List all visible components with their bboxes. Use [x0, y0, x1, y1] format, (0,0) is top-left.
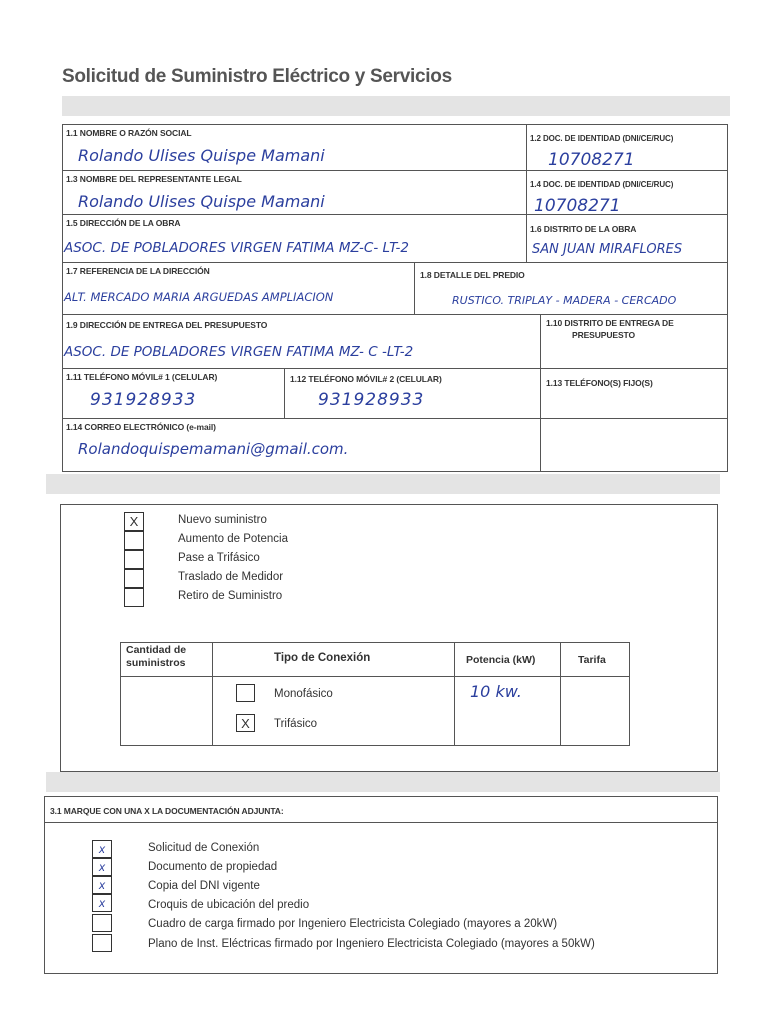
table-column-divider — [212, 642, 213, 746]
row-divider — [62, 262, 728, 263]
checkbox-monofasico[interactable] — [236, 684, 255, 702]
column-divider — [526, 124, 527, 262]
checkbox-documento-propiedad[interactable]: x — [92, 858, 112, 876]
document-label: Solicitud de Conexión — [148, 842, 260, 854]
table-header-potencia: Potencia (kW) — [466, 654, 536, 666]
page-title: Solicitud de Suministro Eléctrico y Servicios — [62, 66, 452, 87]
option-label: Retiro de Suministro — [178, 590, 283, 602]
checkbox-solicitud-conexion[interactable]: x — [92, 840, 112, 858]
field-1-10-label-line2: PRESUPUESTO — [572, 330, 635, 340]
field-1-14-label: 1.14 CORREO ELECTRÓNICO (e-mail) — [66, 422, 216, 432]
field-1-5-value[interactable]: ASOC. DE POBLADORES VIRGEN FATIMA MZ-C- LT-2 — [64, 240, 409, 256]
column-divider — [540, 314, 541, 472]
document-label: Croquis de ubicación del predio — [148, 899, 310, 911]
column-divider — [284, 368, 285, 418]
potencia-value[interactable]: 10 kw. — [470, 682, 522, 701]
option-label: Traslado de Medidor — [178, 571, 284, 583]
field-1-3-value[interactable]: Rolando Ulises Quispe Mamani — [78, 192, 325, 211]
document-label: Plano de Inst. Eléctricas firmado por Ingeniero Electricista Colegiado (mayores a 50kW) — [148, 938, 595, 950]
row-divider — [62, 170, 728, 171]
field-1-9-label: 1.9 DIRECCIÓN DE ENTREGA DEL PRESUPUESTO — [66, 320, 268, 330]
checkbox-traslado-medidor[interactable] — [124, 569, 144, 588]
field-1-12-label: 1.12 TELÉFONO MÓVIL# 2 (CELULAR) — [290, 374, 442, 384]
section-3-header-band — [46, 772, 720, 792]
document-label: Copia del DNI vigente — [148, 880, 260, 892]
column-divider — [414, 262, 415, 314]
checkbox-retiro-suministro[interactable] — [124, 588, 144, 607]
field-1-2-label: 1.2 DOC. DE IDENTIDAD (DNI/CE/RUC) — [530, 134, 674, 143]
field-1-12-value[interactable]: 931928933 — [318, 390, 425, 410]
field-1-1-value[interactable]: Rolando Ulises Quispe Mamani — [78, 146, 325, 165]
section-3-header: 3.1 MARQUE CON UNA X LA DOCUMENTACIÓN ADJUNTA: — [50, 806, 284, 816]
field-1-1-label: 1.1 NOMBRE O RAZÓN SOCIAL — [66, 128, 192, 138]
field-1-10-value[interactable] — [542, 344, 726, 366]
cantidad-cell[interactable] — [122, 678, 210, 744]
section-2-header-band — [46, 474, 720, 494]
checkbox-copia-dni[interactable]: x — [92, 876, 112, 894]
option-label: Nuevo suministro — [178, 514, 267, 526]
row-divider — [62, 214, 728, 215]
checkbox-croquis-ubicacion[interactable]: x — [92, 894, 112, 912]
checkbox-pase-trifasico[interactable] — [124, 550, 144, 569]
row-divider — [62, 418, 728, 419]
field-1-5-label: 1.5 DIRECCIÓN DE LA OBRA — [66, 218, 181, 228]
field-1-6-value[interactable]: SAN JUAN MIRAFLORES — [532, 242, 683, 257]
field-1-9-value[interactable]: ASOC. DE POBLADORES VIRGEN FATIMA MZ- C -LT-2 — [64, 344, 414, 360]
field-1-3-label: 1.3 NOMBRE DEL REPRESENTANTE LEGAL — [66, 174, 242, 184]
row-divider — [62, 314, 728, 315]
field-1-13-value[interactable] — [542, 392, 726, 416]
document-label: Cuadro de carga firmado por Ingeniero Electricista Colegiado (mayores a 20kW) — [148, 918, 558, 930]
field-1-7-label: 1.7 REFERENCIA DE LA DIRECCIÓN — [66, 266, 210, 276]
document-label: Documento de propiedad — [148, 861, 278, 873]
field-1-11-label: 1.11 TELÉFONO MÓVIL# 1 (CELULAR) — [66, 372, 218, 382]
field-1-10-label: 1.10 DISTRITO DE ENTREGA DE — [546, 318, 674, 328]
option-label: Pase a Trifásico — [178, 552, 260, 564]
tarifa-cell[interactable] — [562, 678, 628, 744]
table-header-tipo-conexion: Tipo de Conexión — [274, 652, 371, 664]
row-divider — [62, 368, 728, 369]
field-1-8-label: 1.8 DETALLE DEL PREDIO — [420, 270, 525, 280]
field-1-6-label: 1.6 DISTRITO DE LA OBRA — [530, 224, 637, 234]
table-header-cantidad-line2: suministros — [126, 657, 186, 669]
field-1-14-value[interactable]: Rolandoquispemamani@gmail.com. — [78, 440, 349, 458]
field-1-4-label: 1.4 DOC. DE IDENTIDAD (DNI/CE/RUC) — [530, 180, 674, 189]
table-header-cantidad: Cantidad de — [126, 644, 187, 656]
checkbox-cuadro-carga[interactable] — [92, 914, 112, 932]
section-3-header-divider — [44, 822, 718, 823]
checkbox-plano-instalaciones[interactable] — [92, 934, 112, 952]
field-1-11-value[interactable]: 931928933 — [90, 390, 197, 410]
checkbox-nuevo-suministro[interactable]: X — [124, 512, 144, 531]
option-label: Aumento de Potencia — [178, 533, 288, 545]
table-header-tarifa: Tarifa — [578, 654, 606, 666]
connection-type-label: Monofásico — [274, 688, 333, 700]
field-1-4-value[interactable]: 10708271 — [534, 196, 621, 216]
table-header-divider — [120, 676, 630, 677]
section-1-header-band — [62, 96, 730, 116]
connection-type-label: Trifásico — [274, 718, 318, 730]
checkbox-aumento-potencia[interactable] — [124, 531, 144, 550]
table-column-divider — [560, 642, 561, 746]
field-1-7-value[interactable]: ALT. MERCADO MARIA ARGUEDAS AMPLIACION — [64, 290, 334, 304]
field-1-8-value[interactable]: RUSTICO. TRIPLAY - MADERA - CERCADO — [452, 294, 677, 307]
field-1-2-value[interactable]: 10708271 — [548, 150, 635, 170]
table-column-divider — [454, 642, 455, 746]
checkbox-trifasico[interactable]: X — [236, 714, 255, 732]
field-1-13-label: 1.13 TELÉFONO(S) FIJO(S) — [546, 378, 653, 388]
